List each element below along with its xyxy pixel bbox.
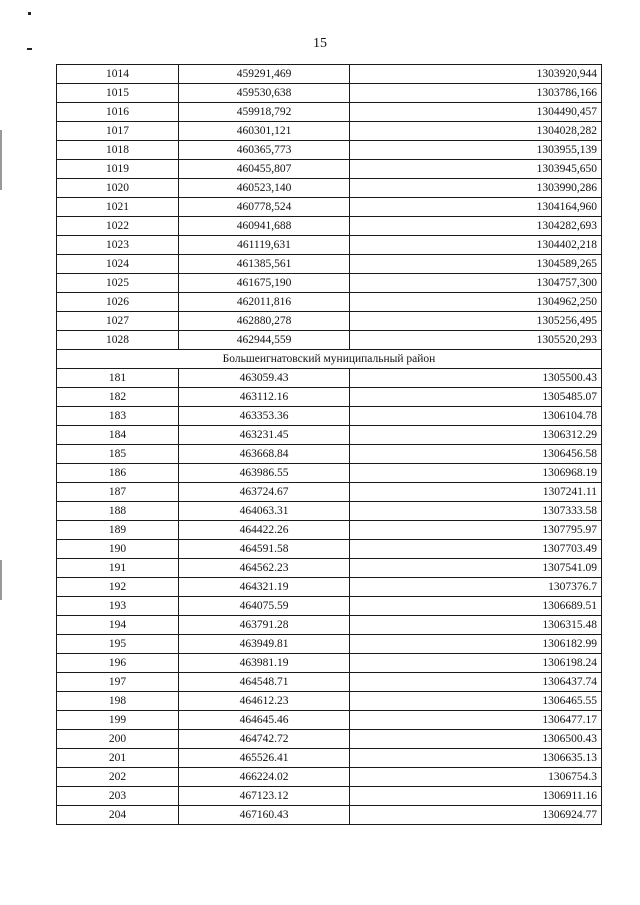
y-coordinate-cell: 1304962,250 bbox=[350, 293, 602, 312]
table-row bbox=[57, 806, 602, 825]
point-number-cell: 186 bbox=[57, 464, 179, 483]
table-row bbox=[57, 103, 602, 122]
y-coordinate-cell: 1306456.58 bbox=[350, 445, 602, 464]
point-number-cell: 197 bbox=[57, 673, 179, 692]
point-number-cell: 182 bbox=[57, 388, 179, 407]
x-coordinate-cell: 463112.16 bbox=[179, 388, 350, 407]
coordinates-table bbox=[56, 64, 602, 825]
table-row bbox=[57, 65, 602, 84]
x-coordinate-cell: 467123.12 bbox=[179, 787, 350, 806]
table-row bbox=[57, 198, 602, 217]
table-row bbox=[57, 331, 602, 350]
x-coordinate-cell: 463986.55 bbox=[179, 464, 350, 483]
point-number-cell: 203 bbox=[57, 787, 179, 806]
point-number-cell: 1023 bbox=[57, 236, 179, 255]
x-coordinate-cell: 464422.26 bbox=[179, 521, 350, 540]
table-row bbox=[57, 787, 602, 806]
y-coordinate-cell: 1306477.17 bbox=[350, 711, 602, 730]
table-row bbox=[57, 616, 602, 635]
y-coordinate-cell: 1307541.09 bbox=[350, 559, 602, 578]
page-number: 15 bbox=[313, 36, 327, 51]
x-coordinate-cell: 463353.36 bbox=[179, 407, 350, 426]
y-coordinate-cell: 1303945,650 bbox=[350, 160, 602, 179]
table-body-part-a bbox=[57, 65, 602, 350]
table-row bbox=[57, 388, 602, 407]
table-row bbox=[57, 407, 602, 426]
y-coordinate-cell: 1306465.55 bbox=[350, 692, 602, 711]
y-coordinate-cell: 1303955,139 bbox=[350, 141, 602, 160]
table-row bbox=[57, 255, 602, 274]
table-row bbox=[57, 540, 602, 559]
point-number-cell: 196 bbox=[57, 654, 179, 673]
point-number-cell: 183 bbox=[57, 407, 179, 426]
y-coordinate-cell: 1306198.24 bbox=[350, 654, 602, 673]
x-coordinate-cell: 462944,559 bbox=[179, 331, 350, 350]
x-coordinate-cell: 462011,816 bbox=[179, 293, 350, 312]
point-number-cell: 204 bbox=[57, 806, 179, 825]
x-coordinate-cell: 465526.41 bbox=[179, 749, 350, 768]
table-row bbox=[57, 369, 602, 388]
x-coordinate-cell: 463668.84 bbox=[179, 445, 350, 464]
point-number-cell: 1021 bbox=[57, 198, 179, 217]
y-coordinate-cell: 1303786,166 bbox=[350, 84, 602, 103]
table-row bbox=[57, 749, 602, 768]
y-coordinate-cell: 1304589,265 bbox=[350, 255, 602, 274]
section-heading-group bbox=[57, 350, 602, 369]
y-coordinate-cell: 1307333.58 bbox=[350, 502, 602, 521]
table-row bbox=[57, 673, 602, 692]
x-coordinate-cell: 459918,792 bbox=[179, 103, 350, 122]
point-number-cell: 187 bbox=[57, 483, 179, 502]
scan-edge-mark bbox=[0, 130, 2, 190]
x-coordinate-cell: 463949.81 bbox=[179, 635, 350, 654]
point-number-cell: 188 bbox=[57, 502, 179, 521]
table-row bbox=[57, 464, 602, 483]
scan-edge-mark bbox=[0, 560, 2, 600]
x-coordinate-cell: 460301,121 bbox=[179, 122, 350, 141]
x-coordinate-cell: 463231.45 bbox=[179, 426, 350, 445]
point-number-cell: 1014 bbox=[57, 65, 179, 84]
point-number-cell: 1020 bbox=[57, 179, 179, 198]
x-coordinate-cell: 464591.58 bbox=[179, 540, 350, 559]
x-coordinate-cell: 464612.23 bbox=[179, 692, 350, 711]
x-coordinate-cell: 461119,631 bbox=[179, 236, 350, 255]
y-coordinate-cell: 1306924.77 bbox=[350, 806, 602, 825]
point-number-cell: 1028 bbox=[57, 331, 179, 350]
point-number-cell: 199 bbox=[57, 711, 179, 730]
y-coordinate-cell: 1307241.11 bbox=[350, 483, 602, 502]
y-coordinate-cell: 1304028,282 bbox=[350, 122, 602, 141]
x-coordinate-cell: 460365,773 bbox=[179, 141, 350, 160]
y-coordinate-cell: 1306968.19 bbox=[350, 464, 602, 483]
y-coordinate-cell: 1307376.7 bbox=[350, 578, 602, 597]
point-number-cell: 193 bbox=[57, 597, 179, 616]
point-number-cell: 1019 bbox=[57, 160, 179, 179]
x-coordinate-cell: 464548.71 bbox=[179, 673, 350, 692]
table-body-part-b bbox=[57, 369, 602, 825]
table-row bbox=[57, 84, 602, 103]
point-number-cell: 1016 bbox=[57, 103, 179, 122]
table-row bbox=[57, 236, 602, 255]
table-row bbox=[57, 445, 602, 464]
y-coordinate-cell: 1306312.29 bbox=[350, 426, 602, 445]
point-number-cell: 1025 bbox=[57, 274, 179, 293]
table-row bbox=[57, 274, 602, 293]
table-row bbox=[57, 768, 602, 787]
x-coordinate-cell: 459291,469 bbox=[179, 65, 350, 84]
x-coordinate-cell: 464562.23 bbox=[179, 559, 350, 578]
y-coordinate-cell: 1304282,693 bbox=[350, 217, 602, 236]
x-coordinate-cell: 460778,524 bbox=[179, 198, 350, 217]
x-coordinate-cell: 464063.31 bbox=[179, 502, 350, 521]
table-row bbox=[57, 635, 602, 654]
x-coordinate-cell: 464742.72 bbox=[179, 730, 350, 749]
x-coordinate-cell: 460455,807 bbox=[179, 160, 350, 179]
x-coordinate-cell: 461385,561 bbox=[179, 255, 350, 274]
y-coordinate-cell: 1305500.43 bbox=[350, 369, 602, 388]
point-number-cell: 194 bbox=[57, 616, 179, 635]
table-row bbox=[57, 502, 602, 521]
table-row bbox=[57, 597, 602, 616]
section-heading: Большеигнатовский муниципальный район bbox=[57, 350, 602, 369]
table-row bbox=[57, 483, 602, 502]
y-coordinate-cell: 1306754.3 bbox=[350, 768, 602, 787]
x-coordinate-cell: 461675,190 bbox=[179, 274, 350, 293]
point-number-cell: 184 bbox=[57, 426, 179, 445]
point-number-cell: 189 bbox=[57, 521, 179, 540]
y-coordinate-cell: 1306315.48 bbox=[350, 616, 602, 635]
x-coordinate-cell: 460523,140 bbox=[179, 179, 350, 198]
point-number-cell: 201 bbox=[57, 749, 179, 768]
y-coordinate-cell: 1304402,218 bbox=[350, 236, 602, 255]
table-row bbox=[57, 654, 602, 673]
y-coordinate-cell: 1307795.97 bbox=[350, 521, 602, 540]
table-row bbox=[57, 521, 602, 540]
table-row bbox=[57, 217, 602, 236]
point-number-cell: 190 bbox=[57, 540, 179, 559]
x-coordinate-cell: 460941,688 bbox=[179, 217, 350, 236]
point-number-cell: 202 bbox=[57, 768, 179, 787]
point-number-cell: 191 bbox=[57, 559, 179, 578]
y-coordinate-cell: 1305485.07 bbox=[350, 388, 602, 407]
section-heading-row bbox=[57, 350, 602, 369]
table-row bbox=[57, 692, 602, 711]
point-number-cell: 181 bbox=[57, 369, 179, 388]
table-row bbox=[57, 179, 602, 198]
y-coordinate-cell: 1306437.74 bbox=[350, 673, 602, 692]
table-row bbox=[57, 578, 602, 597]
point-number-cell: 1027 bbox=[57, 312, 179, 331]
point-number-cell: 195 bbox=[57, 635, 179, 654]
y-coordinate-cell: 1304164,960 bbox=[350, 198, 602, 217]
x-coordinate-cell: 459530,638 bbox=[179, 84, 350, 103]
y-coordinate-cell: 1306182.99 bbox=[350, 635, 602, 654]
table-row bbox=[57, 711, 602, 730]
x-coordinate-cell: 463059.43 bbox=[179, 369, 350, 388]
point-number-cell: 192 bbox=[57, 578, 179, 597]
table-row bbox=[57, 426, 602, 445]
y-coordinate-cell: 1304490,457 bbox=[350, 103, 602, 122]
x-coordinate-cell: 463791.28 bbox=[179, 616, 350, 635]
point-number-cell: 185 bbox=[57, 445, 179, 464]
y-coordinate-cell: 1306635.13 bbox=[350, 749, 602, 768]
x-coordinate-cell: 464321.19 bbox=[179, 578, 350, 597]
table-row bbox=[57, 293, 602, 312]
point-number-cell: 1024 bbox=[57, 255, 179, 274]
table-row bbox=[57, 730, 602, 749]
y-coordinate-cell: 1304757,300 bbox=[350, 274, 602, 293]
point-number-cell: 1015 bbox=[57, 84, 179, 103]
y-coordinate-cell: 1307703.49 bbox=[350, 540, 602, 559]
table-row bbox=[57, 141, 602, 160]
point-number-cell: 1018 bbox=[57, 141, 179, 160]
x-coordinate-cell: 466224.02 bbox=[179, 768, 350, 787]
table-row bbox=[57, 160, 602, 179]
point-number-cell: 200 bbox=[57, 730, 179, 749]
x-coordinate-cell: 462880,278 bbox=[179, 312, 350, 331]
y-coordinate-cell: 1303990,286 bbox=[350, 179, 602, 198]
x-coordinate-cell: 464645.46 bbox=[179, 711, 350, 730]
y-coordinate-cell: 1306911.16 bbox=[350, 787, 602, 806]
y-coordinate-cell: 1306500.43 bbox=[350, 730, 602, 749]
table-row bbox=[57, 559, 602, 578]
x-coordinate-cell: 464075.59 bbox=[179, 597, 350, 616]
x-coordinate-cell: 467160.43 bbox=[179, 806, 350, 825]
y-coordinate-cell: 1303920,944 bbox=[350, 65, 602, 84]
point-number-cell: 1026 bbox=[57, 293, 179, 312]
table-row bbox=[57, 312, 602, 331]
table-row bbox=[57, 122, 602, 141]
scan-speck bbox=[28, 12, 31, 15]
point-number-cell: 1022 bbox=[57, 217, 179, 236]
point-number-cell: 1017 bbox=[57, 122, 179, 141]
y-coordinate-cell: 1305520,293 bbox=[350, 331, 602, 350]
point-number-cell: 198 bbox=[57, 692, 179, 711]
y-coordinate-cell: 1305256,495 bbox=[350, 312, 602, 331]
y-coordinate-cell: 1306689.51 bbox=[350, 597, 602, 616]
y-coordinate-cell: 1306104.78 bbox=[350, 407, 602, 426]
x-coordinate-cell: 463724.67 bbox=[179, 483, 350, 502]
x-coordinate-cell: 463981.19 bbox=[179, 654, 350, 673]
